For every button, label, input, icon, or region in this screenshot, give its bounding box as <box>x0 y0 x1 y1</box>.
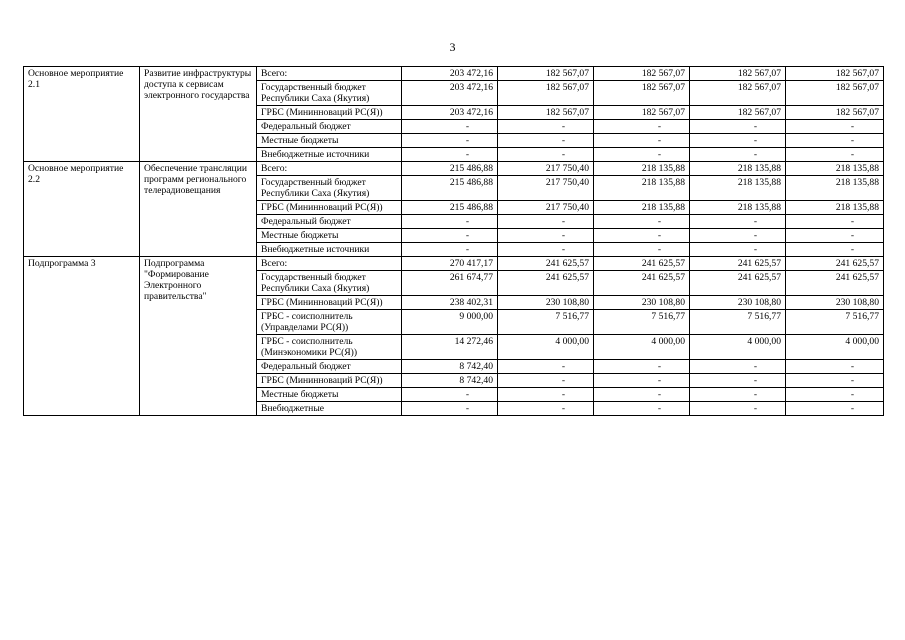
empty-value-dash: - <box>753 375 758 386</box>
empty-value-dash: - <box>850 389 855 400</box>
empty-value-dash: - <box>465 216 470 227</box>
empty-value-dash: - <box>850 135 855 146</box>
empty-value-dash: - <box>657 389 662 400</box>
value-cell: 218 135,88 <box>786 176 884 201</box>
value-cell: 217 750,40 <box>498 162 594 176</box>
empty-value-dash: - <box>850 361 855 372</box>
funding-source-cell: Всего: <box>257 67 402 81</box>
funding-source-cell: Внебюджетные <box>257 402 402 416</box>
value-cell: 218 135,88 <box>594 201 690 215</box>
empty-value-dash: - <box>850 216 855 227</box>
value-cell <box>498 215 594 229</box>
funding-source-cell: Всего: <box>257 257 402 271</box>
value-cell: 241 625,57 <box>498 257 594 271</box>
value-cell <box>498 402 594 416</box>
value-cell: 7 516,77 <box>498 310 594 335</box>
value-cell <box>594 243 690 257</box>
empty-value-dash: - <box>561 121 566 132</box>
funding-source-cell: Местные бюджеты <box>257 134 402 148</box>
empty-value-dash: - <box>657 216 662 227</box>
table-row <box>24 67 884 81</box>
empty-value-dash: - <box>657 244 662 255</box>
value-cell: 182 567,07 <box>498 67 594 81</box>
value-cell <box>594 229 690 243</box>
value-cell: 218 135,88 <box>594 162 690 176</box>
funding-source-cell: ГРБС - соисполнитель (Управделами РС(Я)) <box>257 310 402 335</box>
description-cell: Развитие инфраструктуры доступа к сервисам электронного государства <box>140 67 257 162</box>
value-cell <box>690 360 786 374</box>
value-cell: 218 135,88 <box>786 201 884 215</box>
empty-value-dash: - <box>850 230 855 241</box>
funding-source-cell: Всего: <box>257 162 402 176</box>
value-cell <box>498 120 594 134</box>
value-cell: 182 567,07 <box>786 81 884 106</box>
value-cell <box>498 388 594 402</box>
value-cell <box>402 229 498 243</box>
value-cell: 241 625,57 <box>594 271 690 296</box>
value-cell <box>786 402 884 416</box>
value-cell: 8 742,40 <box>402 374 498 388</box>
funding-source-cell: ГРБС - соисполнитель (Минэкономики РС(Я)) <box>257 335 402 360</box>
value-cell: 182 567,07 <box>786 67 884 81</box>
empty-value-dash: - <box>657 230 662 241</box>
empty-value-dash: - <box>657 149 662 160</box>
empty-value-dash: - <box>657 403 662 414</box>
empty-value-dash: - <box>561 375 566 386</box>
value-cell: 270 417,17 <box>402 257 498 271</box>
value-cell <box>498 229 594 243</box>
value-cell: 218 135,88 <box>690 201 786 215</box>
value-cell: 182 567,07 <box>594 106 690 120</box>
empty-value-dash: - <box>850 149 855 160</box>
value-cell <box>594 402 690 416</box>
empty-value-dash: - <box>465 389 470 400</box>
empty-value-dash: - <box>753 230 758 241</box>
empty-value-dash: - <box>753 149 758 160</box>
value-cell <box>786 360 884 374</box>
value-cell: 215 486,88 <box>402 201 498 215</box>
value-cell <box>402 134 498 148</box>
value-cell: 182 567,07 <box>594 67 690 81</box>
value-cell: 4 000,00 <box>594 335 690 360</box>
value-cell: 182 567,07 <box>690 81 786 106</box>
value-cell: 241 625,57 <box>690 271 786 296</box>
value-cell: 9 000,00 <box>402 310 498 335</box>
value-cell: 4 000,00 <box>690 335 786 360</box>
funding-source-cell: ГРБС (Мининноваций РС(Я)) <box>257 106 402 120</box>
value-cell: 241 625,57 <box>594 257 690 271</box>
value-cell: 4 000,00 <box>498 335 594 360</box>
value-cell: 203 472,16 <box>402 67 498 81</box>
empty-value-dash: - <box>850 121 855 132</box>
value-cell: 217 750,40 <box>498 176 594 201</box>
value-cell: 241 625,57 <box>786 257 884 271</box>
value-cell: 14 272,46 <box>402 335 498 360</box>
value-cell: 7 516,77 <box>786 310 884 335</box>
funding-source-cell: ГРБС (Мининноваций РС(Я)) <box>257 201 402 215</box>
value-cell <box>786 215 884 229</box>
empty-value-dash: - <box>465 121 470 132</box>
empty-value-dash: - <box>753 403 758 414</box>
value-cell <box>786 148 884 162</box>
funding-source-cell: Государственный бюджет Республики Саха (Якутия) <box>257 271 402 296</box>
funding-source-cell: Государственный бюджет Республики Саха (Якутия) <box>257 81 402 106</box>
value-cell <box>402 388 498 402</box>
empty-value-dash: - <box>657 361 662 372</box>
value-cell: 238 402,31 <box>402 296 498 310</box>
empty-value-dash: - <box>561 361 566 372</box>
empty-value-dash: - <box>465 244 470 255</box>
funding-source-cell: ГРБС (Мининноваций РС(Я)) <box>257 374 402 388</box>
empty-value-dash: - <box>753 361 758 372</box>
funding-source-cell: Местные бюджеты <box>257 229 402 243</box>
empty-value-dash: - <box>465 403 470 414</box>
value-cell <box>690 148 786 162</box>
value-cell <box>690 388 786 402</box>
value-cell: 230 108,80 <box>690 296 786 310</box>
empty-value-dash: - <box>657 375 662 386</box>
value-cell: 215 486,88 <box>402 176 498 201</box>
empty-value-dash: - <box>561 244 566 255</box>
value-cell: 230 108,80 <box>498 296 594 310</box>
value-cell: 182 567,07 <box>690 106 786 120</box>
value-cell: 182 567,07 <box>786 106 884 120</box>
value-cell <box>498 134 594 148</box>
funding-source-cell: Федеральный бюджет <box>257 215 402 229</box>
value-cell <box>498 148 594 162</box>
empty-value-dash: - <box>465 230 470 241</box>
value-cell <box>690 134 786 148</box>
empty-value-dash: - <box>850 244 855 255</box>
value-cell: 7 516,77 <box>594 310 690 335</box>
value-cell <box>690 374 786 388</box>
funding-source-cell: Государственный бюджет Республики Саха (Якутия) <box>257 176 402 201</box>
empty-value-dash: - <box>561 230 566 241</box>
empty-value-dash: - <box>561 389 566 400</box>
empty-value-dash: - <box>753 389 758 400</box>
measure-cell: Подпрограмма 3 <box>24 257 140 416</box>
value-cell <box>786 374 884 388</box>
empty-value-dash: - <box>561 135 566 146</box>
empty-value-dash: - <box>850 403 855 414</box>
value-cell: 241 625,57 <box>690 257 786 271</box>
empty-value-dash: - <box>561 403 566 414</box>
value-cell: 203 472,16 <box>402 106 498 120</box>
empty-value-dash: - <box>753 121 758 132</box>
value-cell <box>498 360 594 374</box>
funding-source-cell: Федеральный бюджет <box>257 120 402 134</box>
value-cell <box>498 374 594 388</box>
value-cell: 182 567,07 <box>594 81 690 106</box>
value-cell <box>594 360 690 374</box>
description-cell: Подпрограмма "Формирование Электронного правительства" <box>140 257 257 416</box>
value-cell <box>690 402 786 416</box>
value-cell <box>402 120 498 134</box>
value-cell: 230 108,80 <box>594 296 690 310</box>
value-cell <box>786 243 884 257</box>
value-cell <box>402 215 498 229</box>
value-cell: 182 567,07 <box>498 106 594 120</box>
budget-table <box>23 66 884 416</box>
value-cell: 241 625,57 <box>498 271 594 296</box>
value-cell: 241 625,57 <box>786 271 884 296</box>
measure-cell: Основное мероприятие 2.1 <box>24 67 140 162</box>
funding-source-cell: Внебюджетные источники <box>257 243 402 257</box>
value-cell <box>594 148 690 162</box>
empty-value-dash: - <box>465 135 470 146</box>
funding-source-cell: ГРБС (Мининноваций РС(Я)) <box>257 296 402 310</box>
empty-value-dash: - <box>753 244 758 255</box>
value-cell: 4 000,00 <box>786 335 884 360</box>
value-cell: 218 135,88 <box>786 162 884 176</box>
empty-value-dash: - <box>465 149 470 160</box>
value-cell: 217 750,40 <box>498 201 594 215</box>
table-row <box>24 162 884 176</box>
value-cell: 203 472,16 <box>402 81 498 106</box>
table-row <box>24 257 884 271</box>
empty-value-dash: - <box>561 216 566 227</box>
value-cell: 8 742,40 <box>402 360 498 374</box>
value-cell <box>786 229 884 243</box>
empty-value-dash: - <box>753 135 758 146</box>
value-cell <box>594 134 690 148</box>
value-cell <box>690 120 786 134</box>
funding-source-cell: Внебюджетные источники <box>257 148 402 162</box>
empty-value-dash: - <box>657 121 662 132</box>
funding-source-cell: Местные бюджеты <box>257 388 402 402</box>
value-cell <box>594 120 690 134</box>
value-cell: 218 135,88 <box>690 162 786 176</box>
empty-value-dash: - <box>561 149 566 160</box>
value-cell <box>402 148 498 162</box>
value-cell <box>594 215 690 229</box>
value-cell <box>786 134 884 148</box>
empty-value-dash: - <box>657 135 662 146</box>
measure-cell: Основное мероприятие 2.2 <box>24 162 140 257</box>
value-cell <box>402 402 498 416</box>
empty-value-dash: - <box>850 375 855 386</box>
funding-source-cell: Федеральный бюджет <box>257 360 402 374</box>
value-cell: 218 135,88 <box>690 176 786 201</box>
empty-value-dash: - <box>753 216 758 227</box>
value-cell: 182 567,07 <box>690 67 786 81</box>
value-cell: 182 567,07 <box>498 81 594 106</box>
value-cell <box>786 120 884 134</box>
value-cell: 230 108,80 <box>786 296 884 310</box>
value-cell: 218 135,88 <box>594 176 690 201</box>
value-cell: 215 486,88 <box>402 162 498 176</box>
value-cell <box>690 229 786 243</box>
page-number: 3 <box>449 40 456 54</box>
value-cell: 261 674,77 <box>402 271 498 296</box>
value-cell: 7 516,77 <box>690 310 786 335</box>
value-cell <box>594 388 690 402</box>
value-cell <box>690 243 786 257</box>
value-cell <box>690 215 786 229</box>
value-cell <box>498 243 594 257</box>
value-cell <box>786 388 884 402</box>
value-cell <box>402 243 498 257</box>
value-cell <box>594 374 690 388</box>
description-cell: Обеспечение трансляции программ регионального телерадиовещания <box>140 162 257 257</box>
